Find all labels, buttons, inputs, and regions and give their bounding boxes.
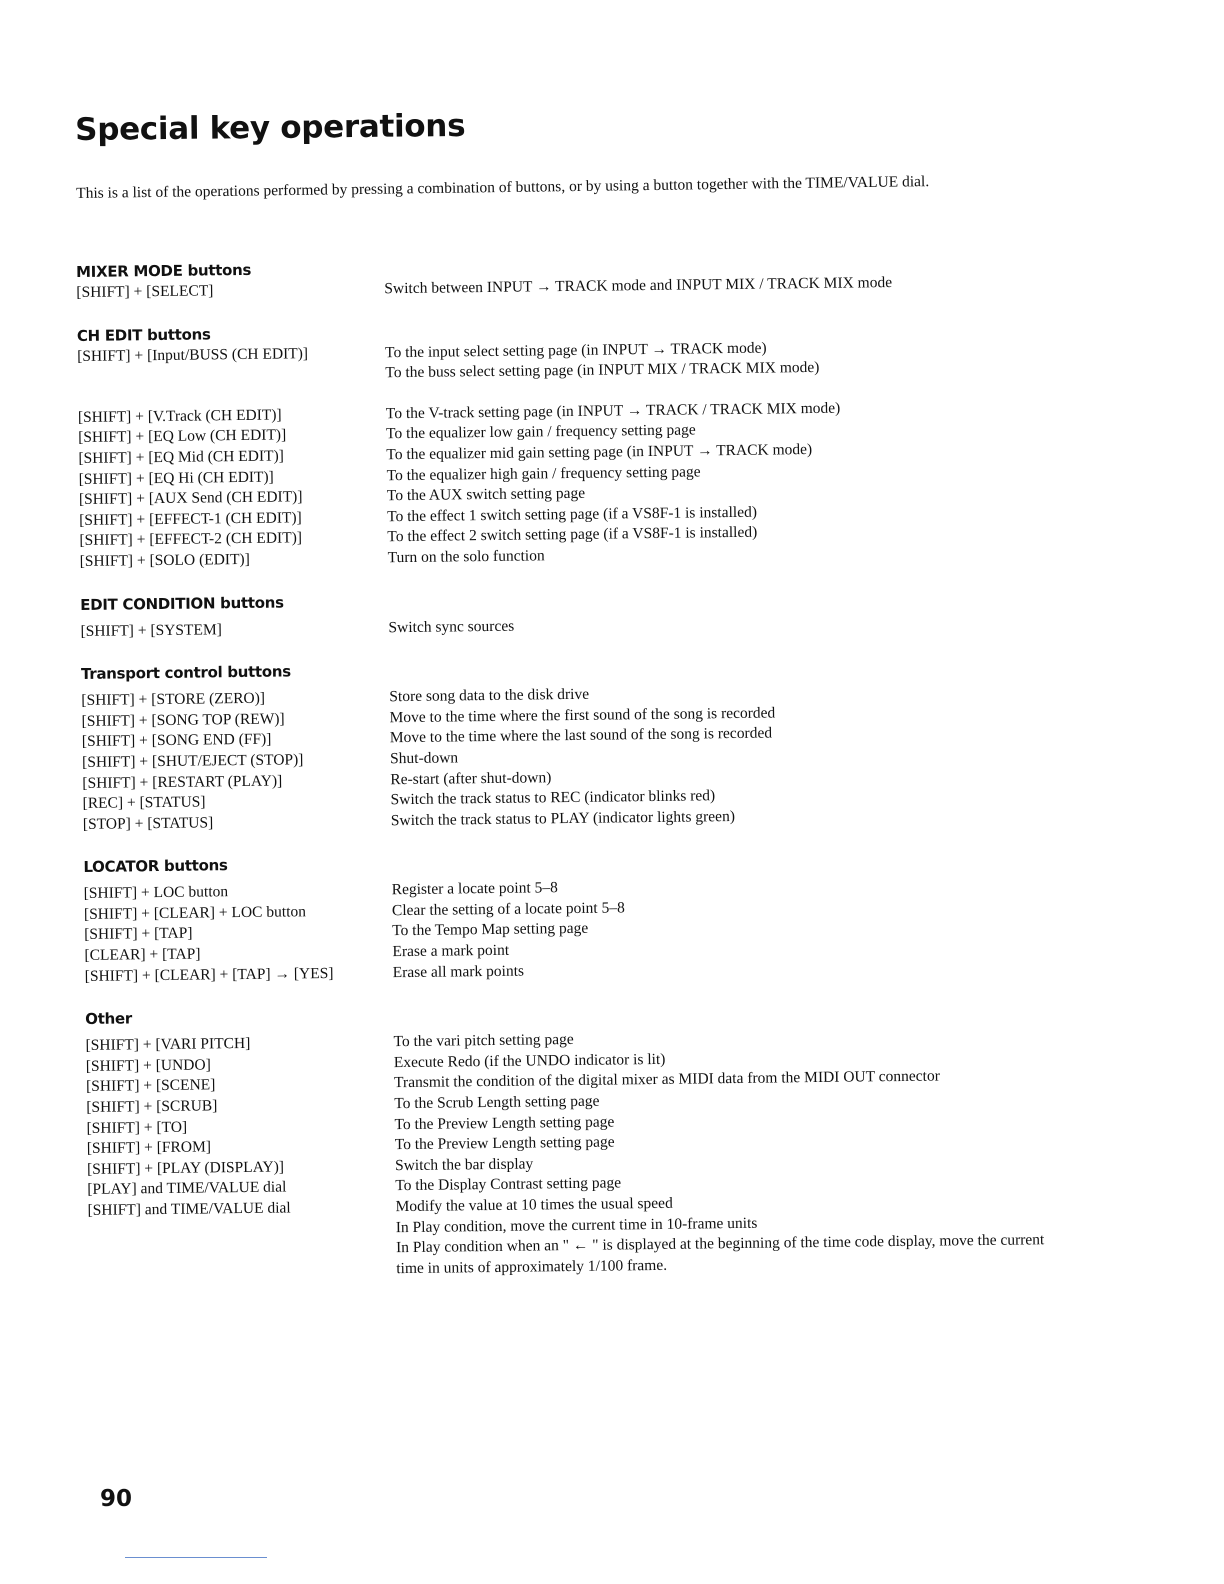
operation-description: To the input select setting page (in INPUT → TRACK mode) bbox=[385, 339, 767, 361]
operation-description: To the Tempo Map setting page bbox=[392, 920, 589, 940]
section-heading: LOCATOR buttons bbox=[83, 856, 228, 877]
operation-description: To the Preview Length setting page bbox=[394, 1113, 615, 1133]
key-combination: [SHIFT] + [EQ Hi (CH EDIT)] bbox=[78, 468, 274, 488]
section-heading: CH EDIT buttons bbox=[76, 324, 211, 345]
section bbox=[77, 314, 1040, 573]
operation-description: Switch between INPUT → TRACK mode and INPUT MIX / TRACK MIX mode bbox=[384, 274, 893, 298]
page-number: 90 bbox=[100, 1486, 133, 1512]
key-combination: [SHIFT] and TIME/VALUE dial bbox=[87, 1199, 291, 1219]
section bbox=[76, 250, 1036, 303]
section-heading: Transport control buttons bbox=[80, 662, 291, 684]
operation-description: To the equalizer high gain / frequency setting page bbox=[386, 462, 701, 484]
operation-description: In Play condition, move the current time in 10-frame units bbox=[395, 1214, 758, 1236]
operation-description: Register a locate point 5–8 bbox=[391, 879, 558, 899]
key-combination: [SHIFT] + [EQ Mid (CH EDIT)] bbox=[78, 447, 284, 467]
operation-description: Erase a mark point bbox=[392, 941, 510, 961]
key-combination: [SHIFT] + [EFFECT-2 (CH EDIT)] bbox=[79, 529, 303, 550]
key-combination: [SHIFT] + [SONG END (FF)] bbox=[81, 730, 272, 751]
operation-description: To the vari pitch setting page bbox=[393, 1031, 574, 1051]
operation-description: Switch sync sources bbox=[388, 617, 515, 636]
key-combination: [SHIFT] + LOC button bbox=[83, 883, 229, 903]
footer-rule bbox=[125, 1557, 267, 1558]
key-combination: [SHIFT] + [PLAY (DISPLAY)] bbox=[86, 1158, 285, 1178]
section-heading: EDIT CONDITION buttons bbox=[80, 593, 284, 614]
key-combination bbox=[77, 363, 385, 387]
operation-description: To the V-track setting page (in INPUT → TRACK / TRACK MIX mode) bbox=[385, 399, 841, 423]
operation-description: To the effect 2 switch setting page (if a VS8F-1 is installed) bbox=[387, 524, 758, 546]
key-combination: [STOP] + [STATUS] bbox=[82, 814, 214, 833]
operation-description: To the effect 1 switch setting page (if a VS8F-1 is installed) bbox=[387, 503, 758, 525]
key-combination: [SHIFT] + [TO] bbox=[86, 1118, 188, 1137]
operation-description: Modify the value at 10 times the usual speed bbox=[395, 1194, 673, 1216]
operation-description: Switch the track status to PLAY (indicator lights green) bbox=[390, 807, 736, 829]
key-combination: [CLEAR] + [TAP] bbox=[84, 945, 201, 965]
operation-description: To the Display Contrast setting page bbox=[395, 1174, 622, 1195]
key-combination: [PLAY] and TIME/VALUE dial bbox=[87, 1178, 287, 1199]
key-combination: [SHIFT] + [SOLO (EDIT)] bbox=[79, 550, 250, 570]
key-combination: [SHIFT] + [EQ Low (CH EDIT)] bbox=[78, 426, 287, 447]
page-title: Special key operations bbox=[75, 107, 466, 148]
intro-paragraph: This is a list of the operations performed by pressing a combination of buttons, or by using a button together with the TIME/VALUE dial. bbox=[76, 173, 930, 202]
operation-description: To the Scrub Length setting page bbox=[394, 1092, 600, 1113]
operation-description: To the AUX switch setting page bbox=[386, 484, 586, 505]
section bbox=[80, 583, 1041, 642]
operation-description: Switch the track status to REC (indicator blinks red) bbox=[390, 787, 716, 809]
key-combination: [SHIFT] + [VARI PITCH] bbox=[85, 1035, 251, 1055]
operation-description: Move to the time where the last sound of the song is recorded bbox=[389, 724, 773, 747]
operation-description: To the equalizer mid gain setting page (in INPUT → TRACK mode) bbox=[386, 440, 813, 464]
operation-description: Execute Redo (if the UNDO indicator is lit) bbox=[393, 1050, 666, 1072]
operation-description: To the equalizer low gain / frequency setting page bbox=[386, 421, 696, 443]
operation-description: Switch the bar display bbox=[394, 1155, 534, 1174]
section bbox=[83, 846, 1045, 988]
section-heading: MIXER MODE buttons bbox=[76, 260, 252, 281]
operation-description: Re-start (after shut-down) bbox=[390, 768, 552, 788]
key-combination: [SHIFT] + [SELECT] bbox=[76, 282, 214, 301]
key-combination: [SHIFT] + [Input/BUSS (CH EDIT)] bbox=[77, 344, 309, 365]
key-combination: [SHIFT] + [SYSTEM] bbox=[80, 620, 222, 640]
operation-description: Store song data to the disk drive bbox=[389, 685, 590, 706]
section bbox=[81, 652, 1043, 835]
key-combination: [SHIFT] + [CLEAR] + [TAP] → [YES] bbox=[84, 964, 334, 985]
operation-description: In Play condition when an " ← " is displayed at the beginning of the time code display, move the current time in units of approximately 1/100 frame. bbox=[395, 1231, 1045, 1277]
operation-row bbox=[80, 610, 1040, 642]
key-combination: [SHIFT] + [CLEAR] + LOC button bbox=[83, 903, 307, 923]
key-combination: [SHIFT] + [STORE (ZERO)] bbox=[81, 689, 266, 710]
operation-description: Shut-down bbox=[389, 749, 459, 768]
key-combination: [SHIFT] + [EFFECT-1 (CH EDIT)] bbox=[79, 509, 302, 529]
operation-description: To the buss select setting page (in INPUT MIX / TRACK MIX mode) bbox=[385, 359, 820, 382]
operation-description: Turn on the solo function bbox=[387, 547, 545, 567]
operation-description: Erase all mark points bbox=[392, 962, 525, 981]
key-combination: [SHIFT] + [TAP] bbox=[84, 925, 193, 944]
operation-description: To the Preview Length setting page bbox=[394, 1133, 615, 1154]
key-combination: [SHIFT] + [FROM] bbox=[86, 1138, 212, 1158]
key-combination: [SHIFT] + [AUX Send (CH EDIT)] bbox=[78, 488, 303, 509]
key-combination bbox=[88, 1238, 396, 1283]
key-combination: [SHIFT] + [SHUT/EJECT (STOP)] bbox=[82, 751, 304, 771]
key-combination: [SHIFT] + [V.Track (CH EDIT)] bbox=[77, 406, 282, 426]
operation-description: Move to the time where the first sound of the song is recorded bbox=[389, 704, 776, 726]
operations-list bbox=[76, 250, 1049, 1305]
key-combination: [SHIFT] + [UNDO] bbox=[85, 1056, 211, 1075]
key-combination: [SHIFT] + [SCENE] bbox=[85, 1076, 216, 1096]
key-combination: [SHIFT] + [SONG TOP (REW)] bbox=[81, 710, 285, 730]
section-heading: Other bbox=[85, 1009, 133, 1029]
key-combination: [SHIFT] + [RESTART (PLAY)] bbox=[82, 772, 283, 792]
operation-description: Transmit the condition of the digital mixer as MIDI data from the MIDI OUT connector bbox=[393, 1067, 940, 1092]
section bbox=[85, 997, 1048, 1283]
key-combination: [SHIFT] + [SCRUB] bbox=[86, 1097, 218, 1116]
operation-description: Clear the setting of a locate point 5–8 bbox=[391, 899, 625, 920]
key-combination: [REC] + [STATUS] bbox=[82, 793, 206, 813]
